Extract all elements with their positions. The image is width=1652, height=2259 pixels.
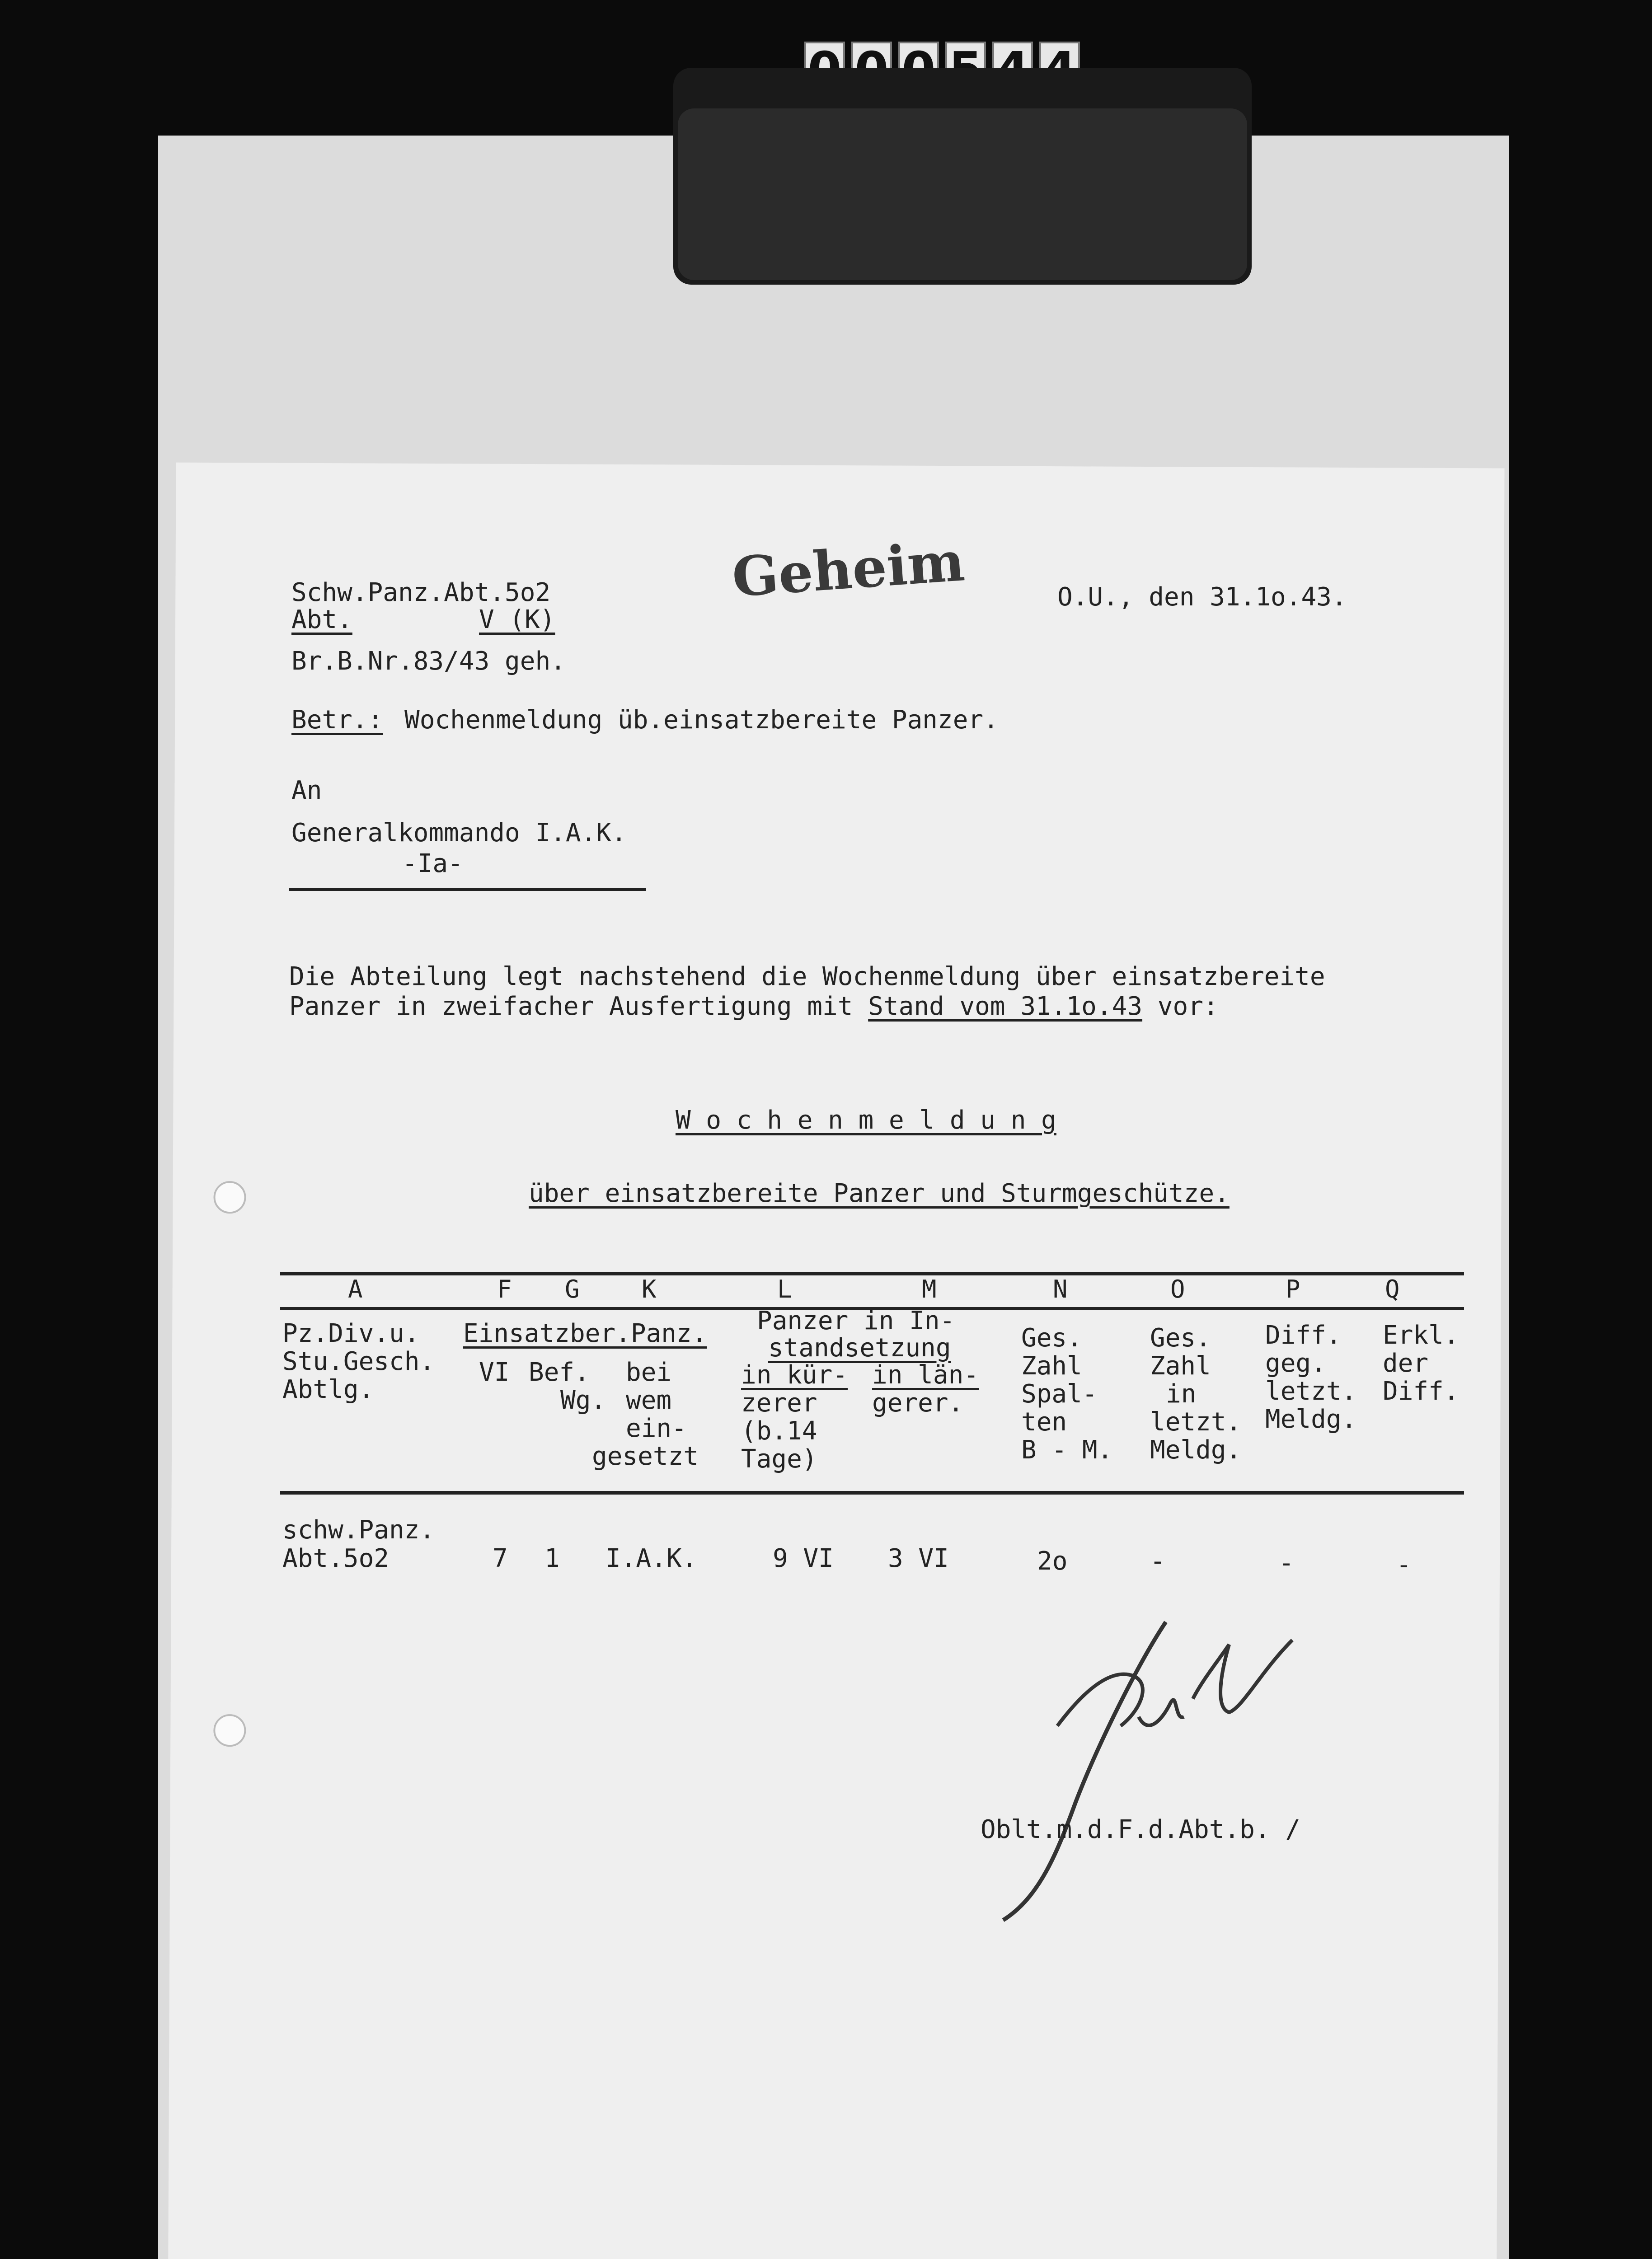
handwritten-signature (949, 1608, 1356, 1925)
header-l-1: in kür- (741, 1360, 848, 1390)
signatory-title: Oblt.m.d.F.d.Abt.b. / (981, 1815, 1301, 1844)
header-l-3: (b.14 (741, 1416, 817, 1446)
row-l: 9 VI (773, 1544, 834, 1573)
recipient-underline (289, 888, 646, 891)
reference-number: Br.B.Nr.83/43 geh. (291, 647, 566, 676)
header-q-1: Erkl. (1383, 1321, 1459, 1350)
secret-stamp: Geheim (730, 530, 967, 609)
header-p-2: geg. (1265, 1349, 1326, 1378)
header-m-2: gerer. (872, 1388, 964, 1418)
row-a-2: Abt.5o2 (282, 1544, 390, 1573)
report-subtitle: über einsatzbereite Panzer und Sturmgeschütze. (529, 1179, 1230, 1208)
col-letter-m: M (922, 1275, 937, 1303)
col-letter-l: L (777, 1275, 792, 1303)
col-letter-p: P (1286, 1275, 1300, 1303)
header-p-4: Meldg. (1265, 1405, 1357, 1434)
body-line-2: Panzer in zweifacher Ausfertigung mit Stand vom 31.1o.43 vor: (289, 992, 1219, 1021)
header-lm-1: Panzer in In- (757, 1306, 955, 1336)
header-lm-2: standsetzung (768, 1333, 951, 1363)
header-q-2: der (1383, 1349, 1429, 1378)
header-g-2: Wg. (560, 1386, 606, 1415)
header-n-5: B - M. (1021, 1435, 1113, 1465)
header-p-3: letzt. (1265, 1377, 1357, 1406)
row-a-1: schw.Panz. (282, 1515, 435, 1545)
report-title: W o c h e n m e l d u n g (676, 1106, 1056, 1135)
header-a-3: Abtlg. (282, 1375, 374, 1404)
header-k-1: bei (626, 1358, 672, 1387)
header-a-1: Pz.Div.u. (282, 1319, 420, 1348)
header-n-4: ten (1021, 1407, 1067, 1437)
header-q-3: Diff. (1383, 1377, 1459, 1406)
body-line-1: Die Abteilung legt nachstehend die Wochenmeldung über einsatzbereite (289, 962, 1325, 991)
header-fgk: Einsatzber.Panz. (463, 1319, 707, 1348)
header-o-4: letzt. (1150, 1407, 1242, 1437)
binder-clip-plate (678, 108, 1247, 280)
row-m: 3 VI (888, 1544, 949, 1573)
header-k-4: gesetzt (592, 1442, 699, 1471)
stand-date: Stand vom 31.1o.43 (868, 992, 1143, 1021)
col-letter-n: N (1053, 1275, 1068, 1303)
header-o-5: Meldg. (1150, 1435, 1242, 1465)
place-date: O.U., den 31.1o.43. (1057, 582, 1347, 612)
row-n: 2o (1037, 1547, 1068, 1576)
header-o-2: Zahl (1150, 1351, 1211, 1381)
col-letter-o: O (1170, 1275, 1185, 1303)
header-n-2: Zahl (1021, 1351, 1082, 1381)
row-p: - (1279, 1548, 1294, 1578)
header-o-1: Ges. (1150, 1323, 1211, 1353)
subject-label: Betr.: (291, 705, 383, 735)
header-o-3: in (1166, 1379, 1197, 1409)
header-g-1: Bef. (529, 1358, 590, 1387)
punch-hole (213, 1181, 246, 1214)
recipient-dept: -Ia- (402, 849, 463, 878)
header-a-2: Stu.Gesch. (282, 1347, 435, 1376)
col-letter-g: G (565, 1275, 580, 1303)
header-f: VI (479, 1358, 510, 1387)
header-k-3: ein- (626, 1414, 687, 1443)
abt-code: V (K) (479, 605, 555, 634)
header-l-2: zerer (741, 1388, 817, 1418)
header-k-2: wem (626, 1386, 672, 1415)
punch-hole (213, 1714, 246, 1747)
col-letter-q: Q (1385, 1275, 1400, 1303)
header-m-1: in län- (872, 1360, 979, 1390)
col-letter-f: F (497, 1275, 512, 1303)
recipient-to: An (291, 776, 322, 805)
row-k: I.A.K. (605, 1544, 697, 1573)
header-l-4: Tage) (741, 1444, 817, 1474)
recipient-name: Generalkommando I.A.K. (291, 818, 627, 848)
header-n-3: Spal- (1021, 1379, 1098, 1409)
col-letter-k: K (642, 1275, 657, 1303)
col-letter-a: A (348, 1275, 363, 1303)
subject-text: Wochenmeldung üb.einsatzbereite Panzer. (404, 705, 999, 735)
table-header-bottom-rule (280, 1491, 1464, 1495)
row-f: 7 (493, 1544, 508, 1573)
header-n-1: Ges. (1021, 1323, 1082, 1353)
row-q: - (1396, 1550, 1412, 1579)
row-g: 1 (544, 1544, 560, 1573)
abt-label: Abt. (291, 605, 352, 634)
header-p-1: Diff. (1265, 1321, 1342, 1350)
row-o: - (1150, 1547, 1165, 1576)
unit-name: Schw.Panz.Abt.5o2 (291, 578, 551, 607)
